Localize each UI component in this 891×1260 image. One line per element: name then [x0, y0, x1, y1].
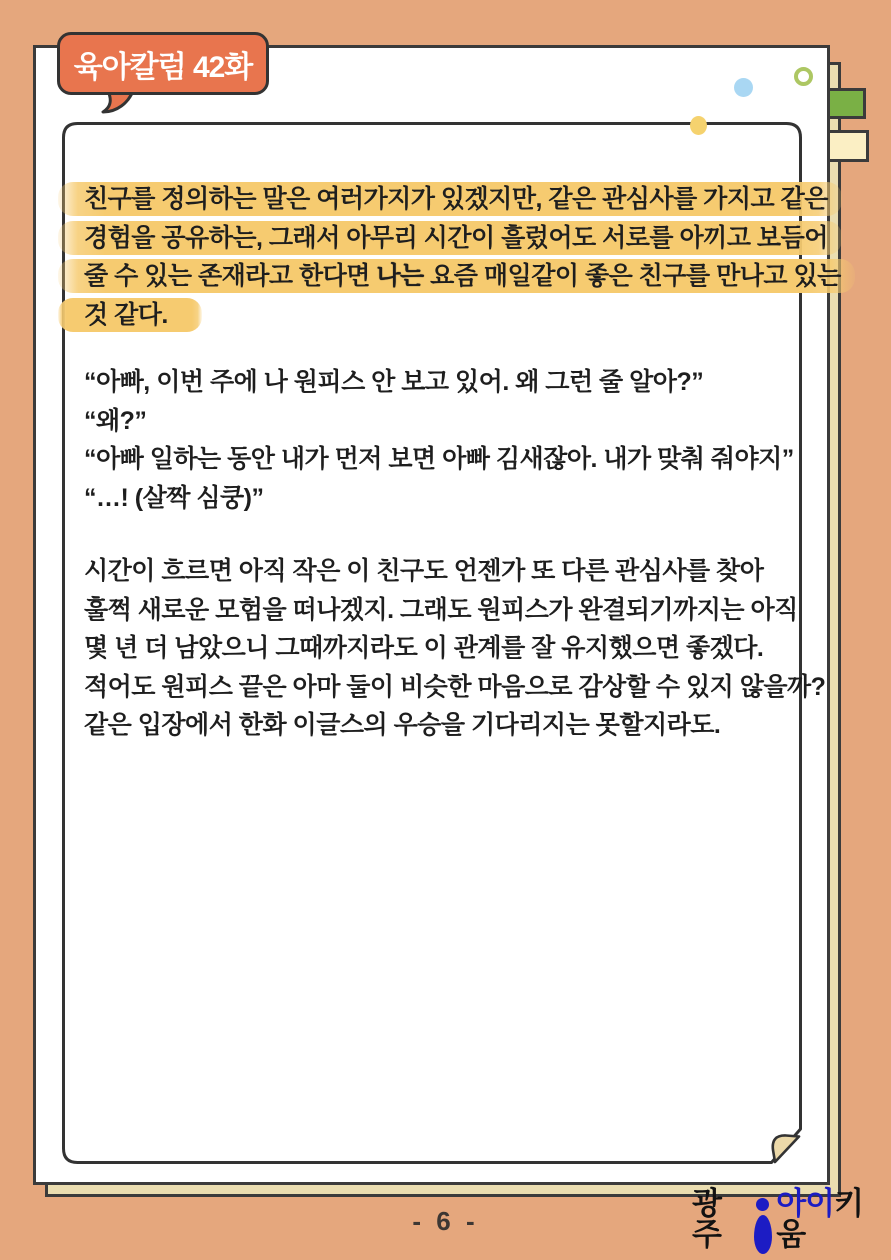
intro-paragraph	[84, 180, 841, 334]
page-fold-corner-icon	[773, 1135, 799, 1162]
green-ring-icon	[794, 67, 813, 86]
logo-suffix: 키움	[776, 1186, 864, 1252]
intro-line: 친구를 정의하는 말은 여러가지가 있겠지만, 같은 관심사를 가지고 같은	[84, 180, 784, 219]
logo-prefix: 광주	[692, 1186, 721, 1252]
dialogue-line: “왜?”	[84, 406, 147, 435]
bookmark-tab-green	[826, 88, 866, 119]
dialogue-line: “…! (살짝 심쿵)”	[84, 483, 264, 512]
closing-line: 시간이 흐르면 아직 작은 이 친구도 언젠가 또 다른 관심사를 찾아	[84, 557, 764, 585]
article-body	[84, 180, 841, 745]
yellow-dot-icon	[690, 116, 707, 135]
blue-dot-icon	[734, 78, 753, 97]
episode-badge-label: 육아칼럼 42화	[73, 50, 253, 84]
gwangju-ikium-logo	[692, 1186, 891, 1254]
closing-line: 훌쩍 새로운 모험을 떠나겠지. 그래도 원피스가 완결되기까지는 아직	[84, 595, 798, 624]
closing-line: 적어도 원피스 끝은 아마 둘이 비슷한 마음으로 감상할 수 있지 않을까?	[84, 672, 826, 701]
closing-line: 같은 입장에서 한화 이글스의 우승을 기다리지는 못할지라도.	[84, 711, 721, 739]
intro-line: 경험을 공유하는, 그래서 아무리 시간이 흘렀어도 서로를 아끼고 보듬어	[84, 219, 784, 258]
dialogue-paragraph	[84, 363, 794, 517]
intro-line: 줄 수 있는 존재라고 한다면 나는 요즘 매일같이 좋은 친구를 만나고 있는	[84, 257, 784, 296]
page-number: - 6 -	[412, 1206, 479, 1236]
bookmark-tab-cream	[826, 130, 869, 162]
logo-highlight: 아이	[776, 1186, 835, 1221]
dialogue-line: “아빠 일하는 동안 내가 먼저 보면 아빠 김새잖아. 내가 맞춰 줘야지”	[84, 445, 794, 473]
closing-paragraph	[84, 552, 826, 745]
dialogue-line: “아빠, 이번 주에 나 원피스 안 보고 있어. 왜 그런 줄 알아?”	[84, 368, 704, 396]
person-i-icon	[753, 1198, 773, 1254]
intro-line: 것 같다.	[84, 296, 784, 335]
episode-badge	[57, 32, 269, 95]
closing-line: 몇 년 더 남았으니 그때까지라도 이 관계를 잘 유지했으면 좋겠다.	[84, 634, 764, 662]
